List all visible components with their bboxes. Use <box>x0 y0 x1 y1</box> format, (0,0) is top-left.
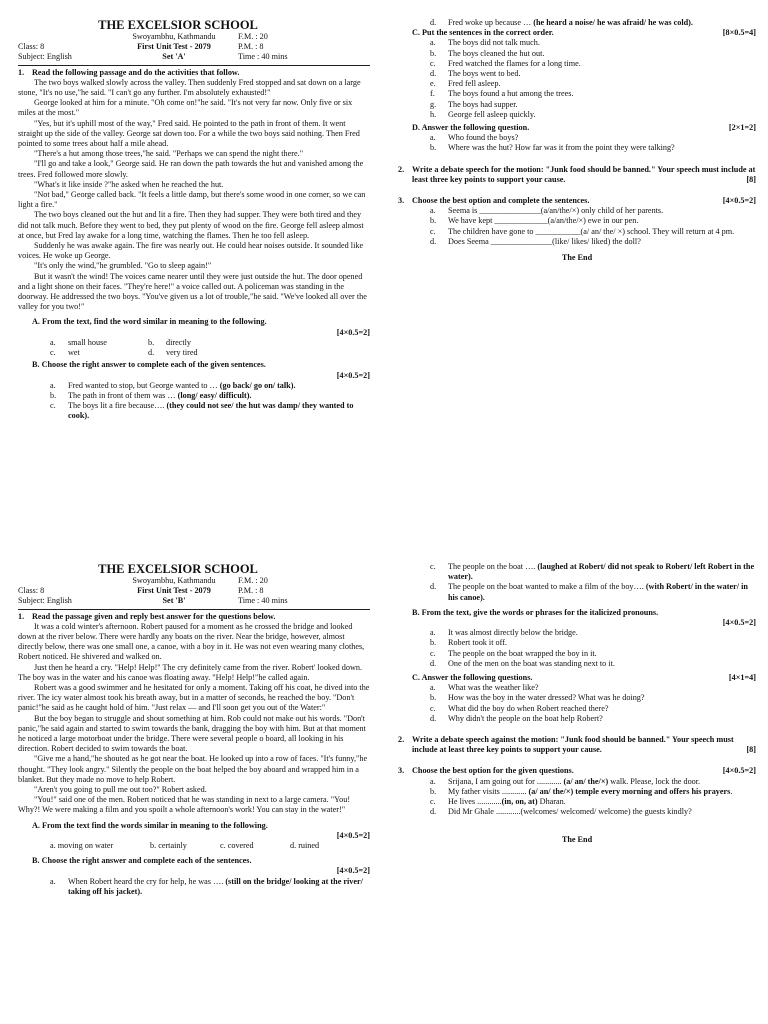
list-item: d. Did Mr Ghale ............(welcomes/ welcomed/ welcome) the guests kindly? <box>430 807 692 817</box>
list-item: d. Fred woke up because … (he heard a noise/ he was afraid/ he was cold). <box>430 18 693 27</box>
end-label: The End <box>561 253 593 263</box>
reading-passage <box>18 622 370 816</box>
passage-paragraph: The two boys cleaned out the hut and lit a fire. Then they had supper. They were both tired and they did not talk much. Before they went to bed, they put plenty of wood on the fire. George fell asleep almost at once, but Fred lay awake for a long time, watching the flames. Then he too fell asleep. <box>18 210 364 240</box>
list-item: a. Fred wanted to stop, but George wanted to … (go back/ go on/ talk). <box>50 380 296 390</box>
time-label: Time : 40 mins <box>238 52 288 62</box>
pass-marks: P.M. : 8 <box>238 42 264 52</box>
set-b-left-column <box>18 562 370 897</box>
passage-paragraph: "Give me a hand,"he shouted as he got near the boat. He looked up into a row of faces. "It's funny,"he thought. "They look angry." Silently the people on the boat helped the boy aboard and wrapped him in a blanket. But they made no move to help Robert. <box>18 754 368 784</box>
list-item: b. We have kept _____________(a/an/the/×) ewe in our pen. <box>430 216 639 226</box>
question-1-title: 1. Read the passage given and reply best answer for the questions below. <box>18 611 276 621</box>
list-item: a. Who found the boys? <box>430 133 519 143</box>
section-b-marks: [4×0.5=2] <box>336 370 370 380</box>
list-item: a. Srijana, I am going out for ............ (a/ an/ the/×) walk. Please, lock the door. <box>430 776 701 786</box>
question-3: 3. Choose the best option for the given questions. [4×0.5=2] <box>398 766 756 776</box>
list-item: d. Why didn't the people on the boat help Robert? <box>430 713 603 723</box>
list-item: d. One of the men on the boat was standing next to it. <box>430 658 615 668</box>
section-a-marks: [4×0.5=2] <box>336 830 370 840</box>
passage-paragraph: But it wasn't the wind! The voices came nearer until they were just outside the hut. The door opened and a light shone on their faces. "They're here!" a voice called out. A policeman was standing in the doorway. He addressed the two boys. "You've given us a lot of trouble,"he said. "We've looked all over the valley for you two!" <box>18 271 367 312</box>
passage-paragraph: "There's a hut among those trees,"he said. "Perhaps we can spend the night there." <box>34 149 304 159</box>
full-marks: F.M. : 20 <box>238 576 268 585</box>
passage-paragraph: George looked at him for a minute. "Oh come on!"he said. "It's not very far now. Only five or six miles at the most." <box>18 98 353 118</box>
list-item: c. Fred watched the flames for a long time. <box>430 58 581 68</box>
list-item: b. Where was the hut? How far was it from the point they were talking? <box>430 143 675 153</box>
divider <box>18 609 370 610</box>
full-marks: F.M. : 20 <box>238 32 268 41</box>
passage-paragraph: "Aren't you going to pull me out too?" Robert asked. <box>34 785 207 795</box>
passage-paragraph: Just then he heard a cry. "Help! Help!" The cry definitely came from the river. Robert' looked down. The boy was in the water and his canoe was floating away. "Help! Help!"he called again. <box>18 662 363 682</box>
set-a-right-column <box>398 18 756 263</box>
question-2: 2. Write a debate speech against the motion: "Junk food should be banned." Your speech must include at least three key points to support your cause. [8] <box>398 735 756 755</box>
list-item: d. Does Seema _______________(like/ likes/ liked) the doll? <box>430 236 641 246</box>
subject-label: Subject: English <box>18 596 72 606</box>
section-b-marks: [4×0.5=2] <box>336 866 370 876</box>
list-item: c. What did the boy do when Robert reached there? <box>430 703 609 713</box>
list-item: c. The boys lit a fire because…. (they could not see/ the hut was damp/ they wanted to cook). <box>50 401 354 421</box>
passage-paragraph: Robert was a good swimmer and he hesitated for only a moment. Taking off his coat, he dived into the river. The icy water almost took his breath away, but in a matter of seconds, he reached the boy. "Don't panic!"he said as he caught hold of him. "Just relax — and I'll soon get you out of the Water:" <box>18 683 370 713</box>
passage-paragraph: It was a cold winter's afternoon. Robert paused for a moment as he crossed the bridge and looked down at the river below. There were hardly any boats on the river. Near the bridge, however, almost directly below, there was one small one, a canoe, with a boy in it. He was not even wearing many clothes, Robert noticed. He shivered and walked on. <box>18 621 365 662</box>
exam-header <box>18 32 370 63</box>
section-d-title: D. Answer the following question. [2×1=2] <box>412 123 756 133</box>
section-c-title: C. Answer the following questions. [4×1=4] <box>412 673 756 683</box>
class-label: Class: 8 <box>18 42 45 52</box>
question-2: 2. Write a debate speech for the motion: "Junk food should be banned." Your speech must include at least three key points to support your cause. [8] <box>398 164 756 184</box>
school-title: THE EXCELSIOR SCHOOL <box>98 18 258 32</box>
question-1-title: 1. Read the following passage and do the activities that follow. <box>18 67 240 77</box>
school-title: THE EXCELSIOR SCHOOL <box>98 562 258 576</box>
list-item: d. The boys went to bed. <box>430 69 521 79</box>
list-item: b. Robert took it off. <box>430 638 507 648</box>
word-list: a. moving on water b. certainly c. covered d. ruined <box>50 841 320 851</box>
section-a-title: A. From the text find the words similar in meaning to the following. <box>32 820 268 830</box>
section-b2-title: B. From the text, give the words or phrases for the italicized pronouns. <box>412 607 659 617</box>
section-b2-marks: [4×0.5=2] <box>722 618 756 628</box>
list-item: c. The children have gone to ___________(a/ an/ the/ ×) school. They will return at 4 pm. <box>430 226 735 236</box>
set-label: Set 'A' <box>162 52 186 62</box>
passage-paragraph: "Not bad," George called back. "It feels a little damp, but there's some wood in one corner, so we can light a fire." <box>18 190 366 210</box>
passage-paragraph: "I'll go and take a look," George said. He ran down the path towards the hut and vanished among the trees. Fred followed more slowly. <box>18 159 364 179</box>
passage-paragraph: "You!" said one of the men. Robert noticed that he was standing in next to a large camera. "You! Why?! We were making a film and you spoilt a whole afternoon's work! You can stay in the water!" <box>18 795 351 815</box>
list-item: a. It was almost directly below the bridge. <box>430 628 578 638</box>
section-a-marks: [4×0.5=2] <box>336 327 370 337</box>
subject-label: Subject: English <box>18 52 72 62</box>
location: Swoyambhu, Kathmandu <box>132 32 216 41</box>
set-b-right-column <box>398 562 756 846</box>
passage-paragraph: "It's only the wind,"he grumbled. "Go to sleep again!" <box>34 261 212 271</box>
passage-paragraph: "What's it like inside ?"he asked when he reached the hut. <box>34 179 224 189</box>
list-item: b. The boys cleaned the hut out. <box>430 48 545 58</box>
word-list: a. small house b. directly c. wet d. very tired <box>50 337 198 358</box>
passage-paragraph: Suddenly he was awake again. The fire was nearly out. He could hear noises outside. It sounded like voices. He woke up George. <box>18 241 364 261</box>
pass-marks: P.M. : 8 <box>238 586 264 596</box>
list-item: c. The people on the boat wrapped the boy in it. <box>430 648 597 658</box>
section-b-title: B. Choose the right answer to complete each of the given sentences. <box>32 360 266 370</box>
list-item: d. The people on the boat wanted to make a film of the boy…. (with Robert/ in the water/ in his canoe). <box>430 582 748 602</box>
set-a-left-column <box>18 18 370 422</box>
reading-passage <box>18 78 370 313</box>
list-item: b. How was the boy in the water dressed? What was he doing? <box>430 693 645 703</box>
list-item: c. The people on the boat …. (laughed at Robert/ did not speak to Robert/ left Robert in the water). <box>430 562 755 582</box>
passage-paragraph: "Yes, but it's uphill most of the way," Fred said. He pointed to the path in front of them. It went straight up the side of the valley. George sat down too. For a while the two boys said nothing. Then Fred pointed to some trees about half a mile ahead. <box>18 118 360 149</box>
list-item: g. The boys had supper. <box>430 99 518 109</box>
list-item: a. Seema is _______________(a/an/the/×) only child of her parents. <box>430 206 664 216</box>
list-item: c. He lives ............(in, on, at) Dharan. <box>430 797 566 807</box>
list-item: a. The boys did not talk much. <box>430 38 540 48</box>
set-label: Set 'B' <box>162 596 186 606</box>
list-item: f. The boys found a hut among the trees. <box>430 89 574 99</box>
list-item: a. What was the weather like? <box>430 683 539 693</box>
passage-paragraph: But the boy began to struggle and shout something at him. Rob could not make out his words. "Don't panic,"he said again and started to swim towards the bank, dragging the boy with him. But at that moment he noticed a large motorboat under the bridge. There were several people o board, all looking in his direction. Robert decided to swim towards the boat. <box>18 713 366 754</box>
end-label: The End <box>561 835 593 845</box>
list-item: b. The path in front of them was … (long/ easy/ difficult). <box>50 390 252 400</box>
class-label: Class: 8 <box>18 586 45 596</box>
time-label: Time : 40 mins <box>238 596 288 606</box>
section-a-title: A. From the text, find the word similar in meaning to the following. <box>32 317 267 327</box>
blank <box>18 576 110 586</box>
question-3: 3. Choose the best option and complete the sentences. [4×0.5=2] <box>398 196 756 206</box>
blank <box>18 32 110 42</box>
list-item: b. My father visits ............ (a/ an/ the/×) temple every morning and offers his prayers. <box>430 786 733 796</box>
exam-header <box>18 576 370 607</box>
test-name: First Unit Test - 2079 <box>137 586 211 596</box>
passage-paragraph: The two boys walked slowly across the valley. Then suddenly Fred stopped and sat down on a large stone, "It's no use,"he said. "I can't go any further. I'm absolutely exhausted!" <box>18 77 361 98</box>
section-c-title: C. Put the sentences in the correct order. [8×0.5=4] <box>412 28 756 38</box>
list-item: a. When Robert heard the cry for help, he was …. (still on the bridge/ looking at the river/ taking off his jacket). <box>50 876 363 896</box>
section-b-title: B. Choose the right answer and complete each of the sentences. <box>32 856 252 866</box>
list-item: e. Fred fell asleep. <box>430 79 501 89</box>
list-item: h. George fell asleep quickly. <box>430 109 536 119</box>
location: Swoyambhu, Kathmandu <box>132 576 216 585</box>
divider <box>18 65 370 66</box>
test-name: First Unit Test - 2079 <box>137 42 211 52</box>
